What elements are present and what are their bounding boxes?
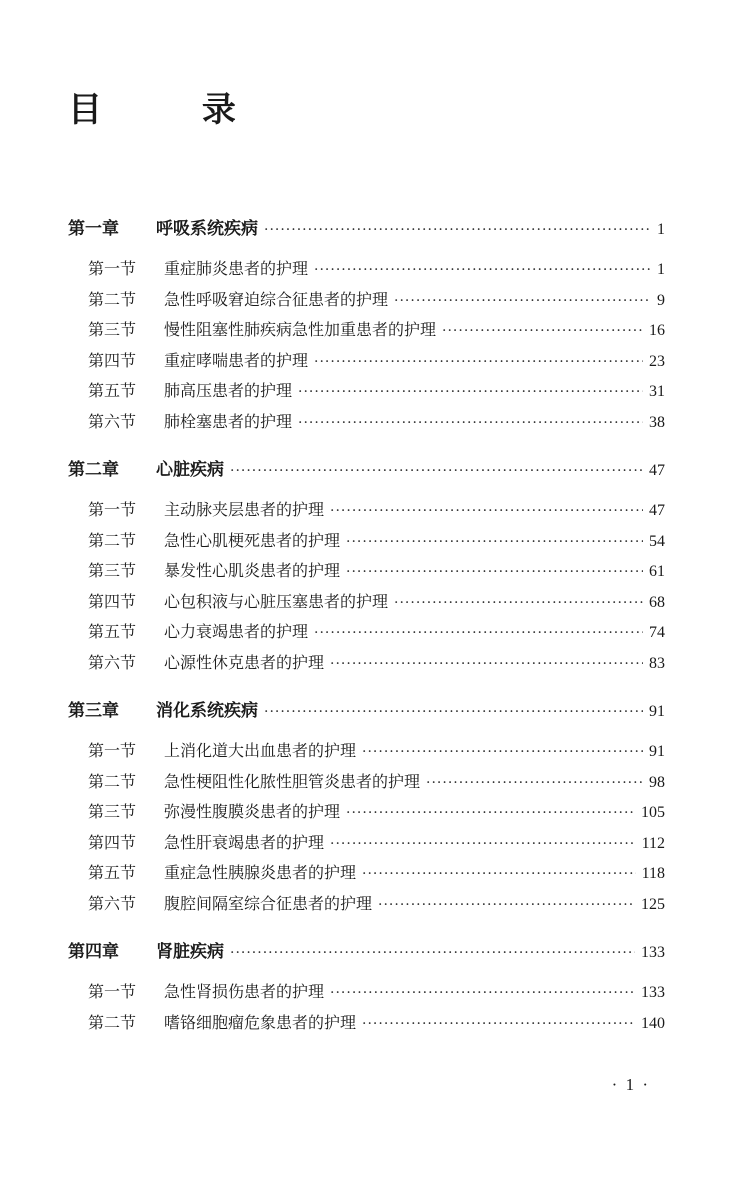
section-page-number: 54 [649,532,665,550]
section-title: 主动脉夹层患者的护理 [164,500,325,519]
section-label: 第五节 [88,622,137,641]
section-entry[interactable] [0,977,750,1008]
dot-leader [362,859,636,890]
section-label: 第六节 [88,652,137,672]
section-title: 腹腔间隔室综合征患者的护理 [164,893,373,913]
dot-leader [330,649,643,680]
chapter-label: 第二章 [68,460,119,480]
section-entry[interactable] [0,346,750,377]
section-page-number: 112 [641,834,665,852]
section-page-number: 68 [649,593,665,611]
section-page-number: 91 [649,743,665,760]
section-entry[interactable] [0,767,750,798]
section-label: 第一节 [88,500,137,519]
section-page-number: 16 [649,322,665,339]
dot-leader [362,1009,635,1040]
dot-leader [442,316,643,347]
chapter-title: 肾脏疾病 [156,942,224,962]
dot-leader [378,890,635,921]
dot-leader [298,377,643,408]
chapter-title: 呼吸系统疾病 [156,219,258,239]
section-entry[interactable] [0,556,750,587]
section-entry[interactable] [0,858,750,889]
section-label: 第二节 [88,771,137,791]
section-list [0,495,750,678]
table-of-contents [0,210,750,1052]
chapter-entry[interactable] [0,210,750,248]
chapter-label: 第一章 [68,219,119,239]
section-page-number: 118 [641,865,665,882]
section-page-number: 105 [641,804,665,821]
section-page-number: 133 [641,984,665,1001]
section-page-number: 23 [649,352,665,370]
dot-leader [314,255,651,286]
section-page-number: 83 [649,654,665,672]
chapter-label: 第三章 [68,701,119,721]
section-page-number: 47 [649,502,665,519]
chapter-4 [0,933,750,1038]
section-label: 第三节 [88,320,137,339]
section-title: 肺高压患者的护理 [164,381,293,400]
section-label: 第一节 [88,982,137,1001]
section-entry[interactable] [0,828,750,859]
section-title: 急性心肌梗死患者的护理 [164,530,341,550]
section-page-number: 125 [641,895,665,913]
section-title: 心力衰竭患者的护理 [164,622,309,641]
section-page-number: 1 [657,261,665,278]
section-label: 第四节 [88,832,137,852]
section-entry[interactable] [0,315,750,346]
section-label: 第二节 [88,1012,137,1032]
section-page-number: 140 [641,1014,665,1032]
section-label: 第五节 [88,863,137,882]
section-page-number: 98 [649,773,665,791]
section-label: 第四节 [88,591,137,611]
section-entry[interactable] [0,376,750,407]
chapter-3 [0,692,750,919]
dot-leader [330,496,643,527]
section-title: 重症急性胰腺炎患者的护理 [164,863,357,882]
chapter-page-number: 91 [649,703,665,720]
chapter-title: 心脏疾病 [156,460,224,480]
section-list [0,254,750,437]
section-title: 暴发性心肌炎患者的护理 [164,561,341,580]
dot-leader [346,557,643,588]
section-title: 心源性休克患者的护理 [164,652,325,672]
section-page-number: 9 [657,291,665,309]
dot-leader [230,934,635,972]
chapter-label: 第四章 [68,942,119,962]
section-entry[interactable] [0,285,750,316]
section-entry[interactable] [0,1008,750,1039]
section-label: 第六节 [88,893,137,913]
section-label: 第二节 [88,530,137,550]
section-label: 第六节 [88,411,137,431]
chapter-page-number: 1 [657,221,665,238]
section-entry[interactable] [0,648,750,679]
section-entry[interactable] [0,889,750,920]
section-entry[interactable] [0,526,750,557]
section-page-number: 74 [649,624,665,641]
section-label: 第三节 [88,561,137,580]
chapter-entry[interactable] [0,451,750,489]
chapter-1 [0,210,750,437]
section-label: 第三节 [88,802,137,821]
section-entry[interactable] [0,407,750,438]
section-title: 上消化道大出血患者的护理 [164,741,357,760]
section-label: 第四节 [88,350,137,370]
chapter-page-number: 47 [649,462,665,479]
section-title: 急性呼吸窘迫综合征患者的护理 [164,289,389,309]
section-page-number: 31 [649,383,665,400]
section-title: 心包积液与心脏压塞患者的护理 [164,591,389,611]
section-entry[interactable] [0,736,750,767]
dot-leader [426,768,643,799]
section-title: 肺栓塞患者的护理 [164,411,293,431]
section-list [0,977,750,1038]
section-title: 重症肺炎患者的护理 [164,259,309,278]
chapter-page-number: 133 [641,944,665,961]
section-label: 第一节 [88,259,137,278]
section-entry[interactable] [0,797,750,828]
section-title: 重症哮喘患者的护理 [164,350,309,370]
section-page-number: 61 [649,563,665,580]
dot-leader [394,286,651,317]
section-title: 弥漫性腹膜炎患者的护理 [164,802,341,821]
dot-leader [298,408,643,439]
chapter-2 [0,451,750,678]
section-list [0,736,750,919]
section-page-number: 38 [649,413,665,431]
section-title: 急性肝衰竭患者的护理 [164,832,325,852]
section-entry[interactable] [0,617,750,648]
chapter-title: 消化系统疾病 [156,701,258,721]
dot-leader [362,737,643,768]
page-title: 目 录 [68,90,280,130]
section-title: 慢性阻塞性肺疾病急性加重患者的护理 [164,320,437,339]
section-entry[interactable] [0,254,750,285]
dot-leader [330,829,636,860]
section-entry[interactable] [0,587,750,618]
page-folio: · 1 · [611,1075,650,1094]
dot-leader [394,588,643,619]
dot-leader [330,978,635,1009]
section-title: 急性肾损伤患者的护理 [164,982,325,1001]
dot-leader [230,452,643,490]
section-title: 嗜铬细胞瘤危象患者的护理 [164,1012,357,1032]
dot-leader [314,618,643,649]
chapter-entry[interactable] [0,692,750,730]
dot-leader [264,211,651,249]
dot-leader [346,527,643,558]
section-label: 第一节 [88,741,137,760]
dot-leader [264,693,643,731]
section-entry[interactable] [0,495,750,526]
dot-leader [346,798,635,829]
section-label: 第五节 [88,381,137,400]
dot-leader [314,347,643,378]
chapter-entry[interactable] [0,933,750,971]
section-title: 急性梗阻性化脓性胆管炎患者的护理 [164,771,421,791]
section-label: 第二节 [88,289,137,309]
